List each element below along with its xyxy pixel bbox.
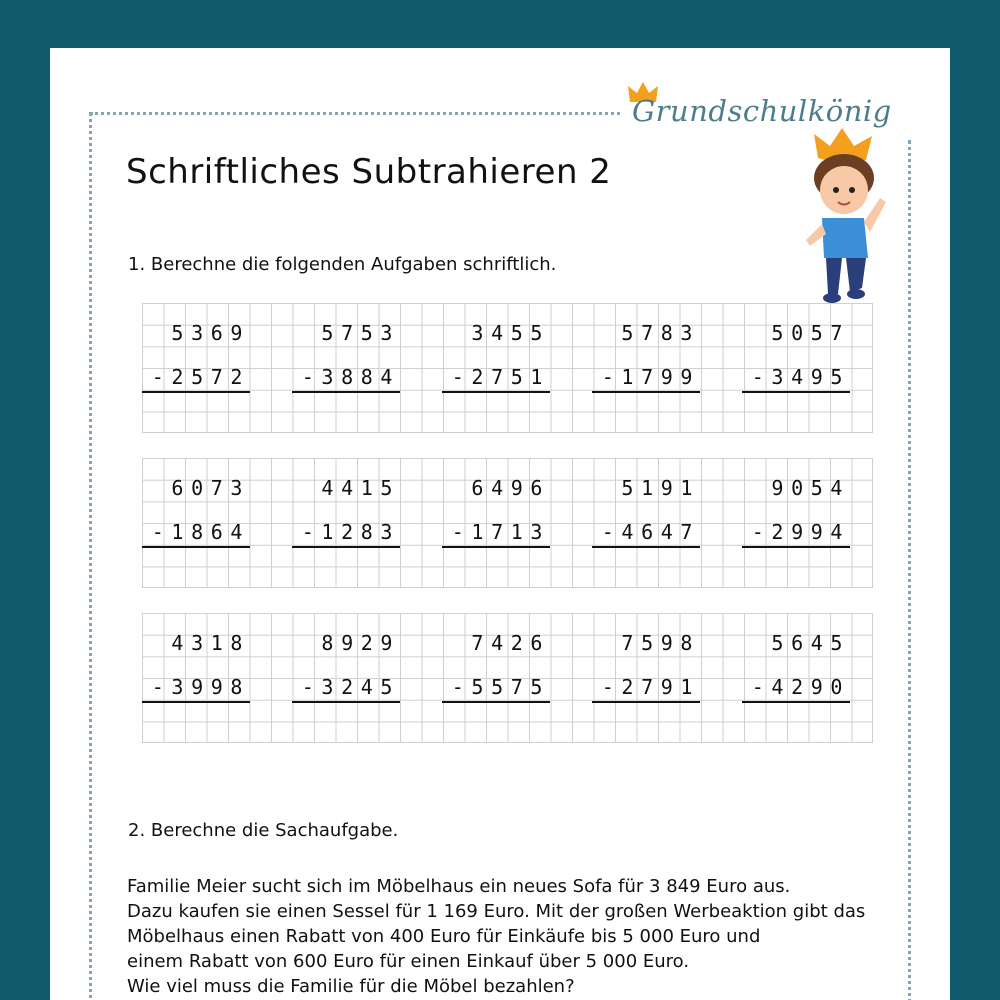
minuend: 8929 <box>321 631 400 655</box>
task-1-instruction: 1. Berechne die folgenden Aufgaben schriftlich. <box>128 254 557 275</box>
word-problem-line: Möbelhaus einen Rabatt von 400 Euro für Einkäufe bis 5 000 Euro und <box>127 926 761 947</box>
minuend: 6073 <box>171 476 250 500</box>
subtrahend: -3245 <box>301 675 400 699</box>
word-problem-line: einem Rabatt von 600 Euro für einen Einkauf über 5 000 Euro. <box>127 951 690 972</box>
subtrahend: -1864 <box>151 520 250 544</box>
result-line <box>742 546 850 548</box>
subtrahend: -1713 <box>451 520 550 544</box>
subtrahend: -3884 <box>301 365 400 389</box>
page-title: Schriftliches Subtrahieren 2 <box>126 152 612 192</box>
subtraction-problem <box>592 613 700 699</box>
result-line <box>142 546 250 548</box>
subtraction-problem <box>142 458 250 544</box>
minuend: 5191 <box>621 476 700 500</box>
subtraction-problem <box>742 303 850 389</box>
subtraction-problem <box>292 613 400 699</box>
result-line <box>442 701 550 703</box>
result-line <box>292 546 400 548</box>
minuend: 4415 <box>321 476 400 500</box>
brand-logo: Grundschulkönig <box>632 94 892 128</box>
result-line <box>292 701 400 703</box>
word-problem-text <box>127 874 907 999</box>
subtraction-problem <box>592 303 700 389</box>
minuend: 3455 <box>471 321 550 345</box>
result-line <box>592 546 700 548</box>
word-problem-line: Dazu kaufen sie einen Sessel für 1 169 Euro. Mit der großen Werbeaktion gibt das <box>127 901 866 922</box>
minuend: 5057 <box>771 321 850 345</box>
result-line <box>442 391 550 393</box>
result-line <box>142 391 250 393</box>
minuend: 5369 <box>171 321 250 345</box>
subtraction-problem <box>742 458 850 544</box>
boy-with-crown-illustration <box>792 128 892 308</box>
subtrahend: -3998 <box>151 675 250 699</box>
worksheet-page <box>50 48 950 1000</box>
calculation-grid[interactable] <box>142 613 873 743</box>
result-line <box>142 701 250 703</box>
subtrahend: -1283 <box>301 520 400 544</box>
word-problem-line: Wie viel muss die Familie für die Möbel bezahlen? <box>127 976 575 997</box>
subtraction-problem <box>292 303 400 389</box>
subtrahend: -2572 <box>151 365 250 389</box>
subtraction-problem <box>442 303 550 389</box>
minuend: 9054 <box>771 476 850 500</box>
minuend: 4318 <box>171 631 250 655</box>
subtrahend: -3495 <box>751 365 850 389</box>
subtraction-problem <box>142 613 250 699</box>
result-line <box>292 391 400 393</box>
subtrahend: -1799 <box>601 365 700 389</box>
minuend: 7598 <box>621 631 700 655</box>
dotted-border-right <box>908 140 911 1000</box>
subtrahend: -5575 <box>451 675 550 699</box>
subtraction-problem <box>592 458 700 544</box>
word-problem-line: Familie Meier sucht sich im Möbelhaus ein neues Sofa für 3 849 Euro aus. <box>127 876 791 897</box>
subtraction-problem <box>442 458 550 544</box>
calculation-grid[interactable] <box>142 458 873 588</box>
minuend: 5645 <box>771 631 850 655</box>
subtrahend: -2791 <box>601 675 700 699</box>
subtrahend: -2751 <box>451 365 550 389</box>
subtrahend: -4647 <box>601 520 700 544</box>
subtraction-problem <box>142 303 250 389</box>
result-line <box>742 701 850 703</box>
calculation-grid[interactable] <box>142 303 873 433</box>
result-line <box>742 391 850 393</box>
result-line <box>592 701 700 703</box>
subtraction-problem <box>442 613 550 699</box>
subtrahend: -4290 <box>751 675 850 699</box>
minuend: 5783 <box>621 321 700 345</box>
dotted-border-left <box>89 112 92 1000</box>
subtrahend: -2994 <box>751 520 850 544</box>
dotted-border-top <box>90 112 620 115</box>
task-2-instruction: 2. Berechne die Sachaufgabe. <box>128 820 399 841</box>
subtraction-problem <box>742 613 850 699</box>
result-line <box>442 546 550 548</box>
subtraction-problem <box>292 458 400 544</box>
minuend: 7426 <box>471 631 550 655</box>
minuend: 5753 <box>321 321 400 345</box>
minuend: 6496 <box>471 476 550 500</box>
result-line <box>592 391 700 393</box>
